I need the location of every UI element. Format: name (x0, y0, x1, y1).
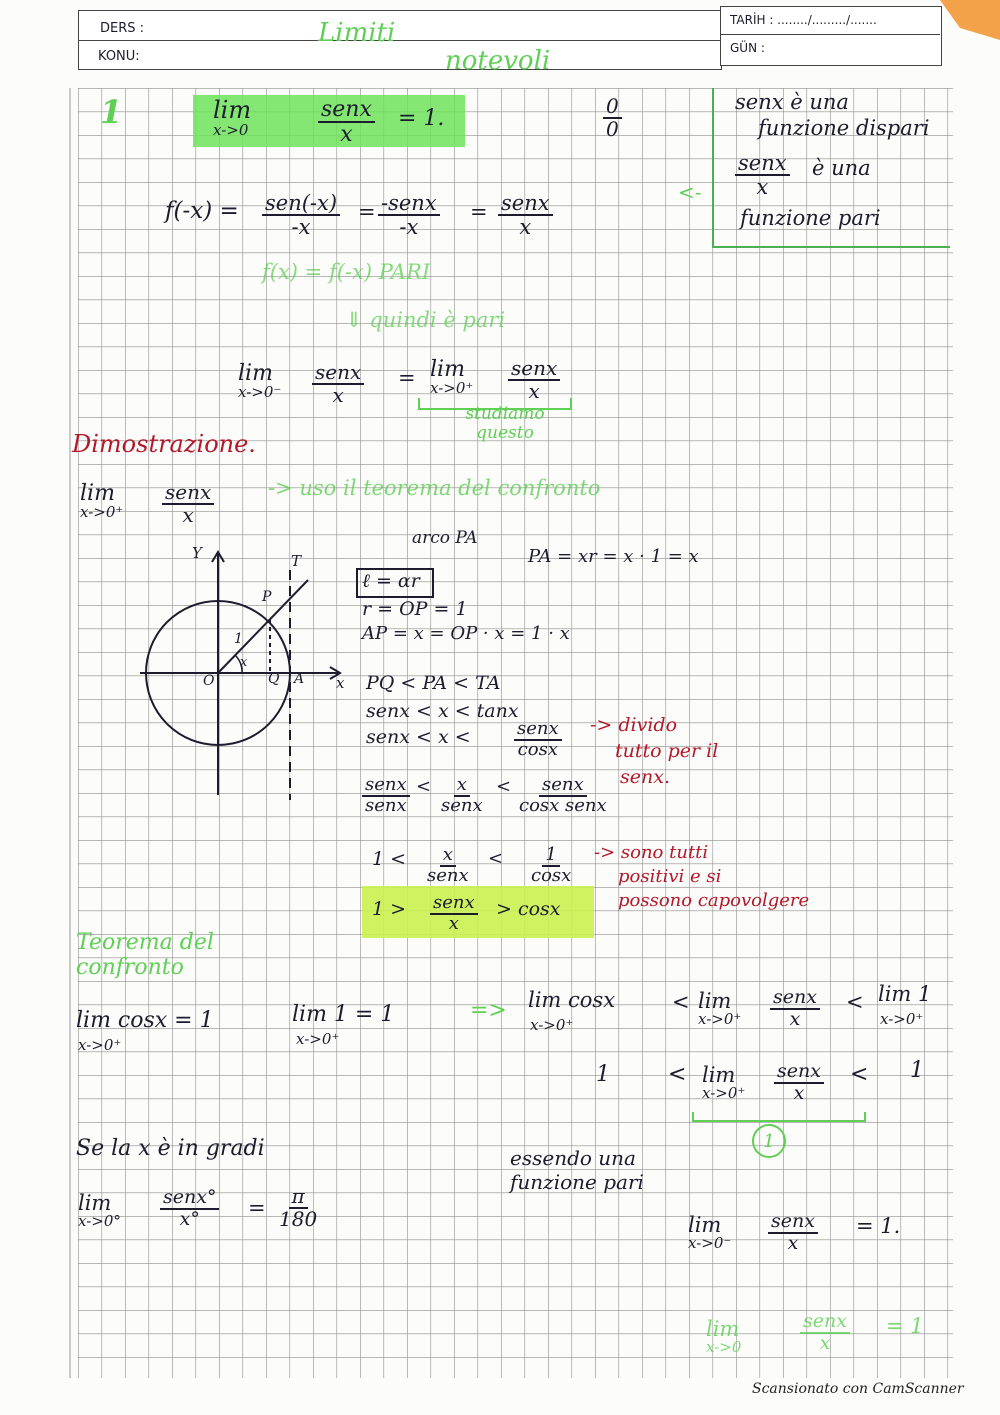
fraction-denominator: x (340, 122, 353, 148)
degrees-eq: = (248, 1196, 266, 1220)
row1-fraction (770, 988, 820, 1030)
fraction-numerator: senx (498, 192, 553, 216)
green-limit-eq: = 1 (886, 1314, 924, 1338)
ineq3-left: senx < x < (366, 726, 471, 748)
lim-word: lim (238, 361, 273, 386)
lim-word: lim (213, 96, 252, 124)
fraction-numerator: x (440, 846, 456, 867)
fraction-denominator: x (528, 379, 540, 403)
lim-word: lim (430, 357, 465, 382)
row1-lim-one: lim 1 (878, 982, 932, 1006)
even-fraction-2 (378, 192, 440, 238)
lim-subscript: x->0 (213, 121, 249, 140)
fraction-denominator: x (519, 215, 532, 240)
right-limit-fraction (508, 358, 560, 402)
lim-word: lim (78, 1191, 112, 1215)
lim-word: lim (706, 1317, 740, 1341)
indeterminate-form (603, 96, 622, 140)
fraction-denominator: x° (179, 1207, 200, 1230)
final-limit (688, 1214, 731, 1252)
diagram-x-label: x (336, 674, 345, 692)
ineq5-left: 1 < (372, 848, 407, 870)
degrees-result (276, 1186, 320, 1230)
lim-word: lim (702, 1063, 736, 1087)
fraction-numerator: senx (430, 894, 478, 915)
fraction-numerator: senx (508, 358, 560, 381)
fraction-numerator: senx (362, 776, 410, 797)
lim-subscript: x->0 (706, 1338, 742, 1357)
fraction-denominator: cosx (531, 864, 572, 886)
row1-lim-one-sub: x->0⁺ (880, 1010, 924, 1028)
fraction-denominator: x (182, 503, 194, 527)
even-fraction-3 (498, 192, 553, 238)
final-limit-fraction (768, 1212, 818, 1254)
header-divider (78, 40, 720, 41)
fraction-denominator: cosx (517, 738, 558, 760)
fraction-numerator: 1 (542, 846, 559, 867)
gun-label: GÜN : (730, 41, 765, 55)
ineq4-lt-2: < (496, 776, 512, 797)
ineq5-fraction-2 (528, 846, 574, 886)
fraction-numerator: senx (514, 720, 562, 741)
arc-formula: PA = xr = x · 1 = x (528, 546, 699, 567)
row2-lt-2: < (850, 1062, 869, 1087)
fraction-denominator: 0 (606, 117, 619, 141)
final-ineq-fraction (430, 894, 478, 934)
pos-note-1: -> sono tutti (594, 842, 709, 863)
diagram-a-label: A (294, 671, 305, 687)
div-note-2: tutto per il (615, 740, 719, 762)
green-limit (706, 1318, 741, 1356)
main-limit-equals: = 1. (398, 106, 445, 131)
div-note-1: -> divido (590, 714, 678, 736)
ineq4-fraction-1 (362, 776, 410, 816)
fraction-numerator: senx (312, 362, 364, 385)
row2-middle-limit (702, 1064, 745, 1102)
lim-subscript: x->0° (78, 1212, 121, 1231)
fraction-denominator: senx (441, 794, 483, 816)
diagram-t-label: T (291, 552, 302, 570)
lim-subscript: x->0⁺ (702, 1084, 746, 1103)
even-eq-1: = (358, 200, 376, 224)
diagram-y-label: Y (192, 544, 202, 562)
unit-circle-diagram (130, 540, 360, 810)
side-box-line1: senx è una (735, 90, 849, 114)
lim-word: lim (80, 481, 115, 506)
green-note-quindi: ⇓ quindi è pari (345, 308, 506, 332)
lim-subscript: x->0⁻ (688, 1234, 732, 1253)
degrees-note: Se la x è in gradi (76, 1136, 265, 1161)
lim-subscript: x->0⁺ (430, 379, 474, 398)
fraction-numerator: π (289, 1186, 308, 1209)
side-box-fraction (735, 152, 790, 198)
ineq4-fraction-2 (438, 776, 486, 816)
row2-right: 1 (910, 1058, 924, 1083)
fraction-denominator: x (756, 175, 769, 200)
implies-arrow: => (470, 998, 507, 1023)
fraction-numerator: 0 (603, 96, 622, 119)
even-lhs: f(-x) = (165, 198, 239, 224)
lim-cos-eq: lim cosx = 1 (76, 1008, 214, 1033)
confronto-note: -> uso il teorema del confronto (268, 476, 601, 500)
section-number: 1 (100, 93, 123, 131)
lim-one-sub: x->0⁺ (296, 1030, 340, 1048)
arc-note: arco PA (412, 528, 478, 548)
side-box-line3: è una (812, 156, 871, 180)
row1-lt-1: < (672, 990, 690, 1014)
fraction-denominator: -x (291, 215, 311, 240)
fraction-denominator: cosx senx (519, 794, 607, 816)
fraction-numerator: -senx (378, 192, 440, 216)
fraction-numerator: senx (770, 988, 820, 1010)
pari-note-1: essendo una (510, 1146, 636, 1170)
fraction-numerator: sen(-x) (262, 192, 340, 216)
main-limit (213, 98, 251, 139)
teorema-title: Teorema del confronto (76, 930, 214, 981)
even-fraction-1 (262, 192, 340, 238)
fraction-denominator: x (332, 383, 344, 407)
final-ineq-left: 1 > (372, 898, 407, 920)
right-limit (430, 358, 473, 397)
degrees-limit (78, 1192, 121, 1230)
fraction-denominator: senx (427, 864, 469, 886)
row1-lim-cos: lim cosx (528, 988, 616, 1012)
footer-watermark: Scansionato con CamScanner (752, 1381, 964, 1397)
ap-eq: AP = x = OP · x = 1 · x (362, 623, 570, 644)
lim-cos-sub: x->0⁺ (78, 1036, 122, 1054)
konu-label: KONU: (98, 49, 140, 64)
fraction-numerator: senx (318, 98, 375, 123)
side-box-arrow: <- (678, 180, 702, 204)
ineq4-lt-1: < (416, 776, 432, 797)
side-box-line4: funzione pari (740, 206, 881, 230)
green-limit-fraction (800, 1312, 850, 1354)
green-note-pari: f(x) = f(-x) PARI (262, 260, 431, 284)
lim-subscript: x->0⁻ (238, 383, 282, 402)
ders-label: DERS : (100, 21, 145, 36)
diagram-radius-label: 1 (234, 631, 243, 647)
side-limits-eq: = (398, 366, 416, 390)
tarih-label: TARİH : ......../........./....... (730, 13, 877, 27)
lim-word: lim (688, 1213, 722, 1237)
row2-fraction (774, 1062, 824, 1104)
even-eq-2: = (470, 200, 488, 224)
left-limit-fraction (312, 362, 364, 406)
fraction-denominator: x (789, 1007, 801, 1030)
fraction-numerator: senx (735, 152, 790, 176)
circled-one (752, 1124, 786, 1158)
fraction-denominator: -x (399, 215, 419, 240)
pari-note-2: funzione pari (510, 1170, 644, 1194)
diagram-p-label: P (262, 589, 272, 605)
proof-limit-fraction (162, 482, 214, 526)
side-box-line2: funzione dispari (758, 116, 930, 140)
pos-note-3: possono capovolgere (618, 890, 810, 911)
row1-middle-limit (698, 990, 741, 1028)
page-title: Limiti (318, 18, 396, 48)
fraction-numerator: senx (162, 482, 214, 505)
fraction-numerator: senx (800, 1312, 850, 1334)
final-ineq-right: > cosx (496, 898, 561, 920)
main-limit-fraction (318, 98, 375, 146)
ineq5-fraction-1 (424, 846, 472, 886)
lim-subscript: x->0⁺ (80, 503, 124, 522)
ineq2: senx < x < tanx (366, 700, 519, 722)
diagram-o-label: O (203, 673, 215, 689)
diagram-q-label: Q (268, 671, 280, 687)
degrees-fraction (160, 1188, 219, 1230)
fraction-numerator: senx (768, 1212, 818, 1234)
fraction-denominator: senx (365, 794, 407, 816)
fraction-denominator: 180 (279, 1207, 318, 1231)
fraction-numerator: senx (774, 1062, 824, 1084)
fraction-denominator: x (793, 1081, 805, 1104)
final-limit-eq: = 1. (856, 1214, 901, 1238)
lim-word: lim (698, 989, 732, 1013)
row2-left: 1 (596, 1062, 610, 1087)
ineq5-lt: < (488, 848, 504, 869)
fraction-numerator: x (454, 776, 470, 797)
proof-limit (80, 482, 123, 521)
header-date-divider (720, 34, 940, 35)
l-eq: ℓ = αr (362, 570, 420, 592)
ineq1: PQ < PA < TA (366, 672, 501, 694)
fraction-denominator: x (819, 1331, 831, 1354)
lim-subscript: x->0⁺ (698, 1010, 742, 1029)
row2-lt-1: < (668, 1062, 687, 1087)
row1-lim-cos-sub: x->0⁺ (530, 1016, 574, 1034)
fraction-numerator: senx° (160, 1188, 219, 1210)
lim-one-eq: lim 1 = 1 (292, 1002, 395, 1027)
left-limit (238, 362, 281, 401)
ineq4-fraction-3 (516, 776, 610, 816)
green-note-studiamo: studiamo questo (465, 404, 545, 443)
green-underbrace (692, 1112, 866, 1122)
fraction-numerator: senx (539, 776, 587, 797)
r-eq: r = OP = 1 (362, 598, 468, 620)
page-subtitle: notevoli (445, 46, 551, 76)
fraction-denominator: x (448, 912, 459, 934)
pos-note-2: positivi e si (618, 866, 722, 887)
dimostrazione-heading: Dimostrazione. (72, 430, 256, 458)
div-note-3: senx. (620, 766, 670, 788)
row1-lt-2: < (846, 990, 864, 1014)
ineq3-fraction (514, 720, 562, 760)
circled-one-label: 1 (763, 1130, 775, 1152)
diagram-angle-label: x (240, 655, 248, 670)
fraction-denominator: x (787, 1231, 799, 1254)
